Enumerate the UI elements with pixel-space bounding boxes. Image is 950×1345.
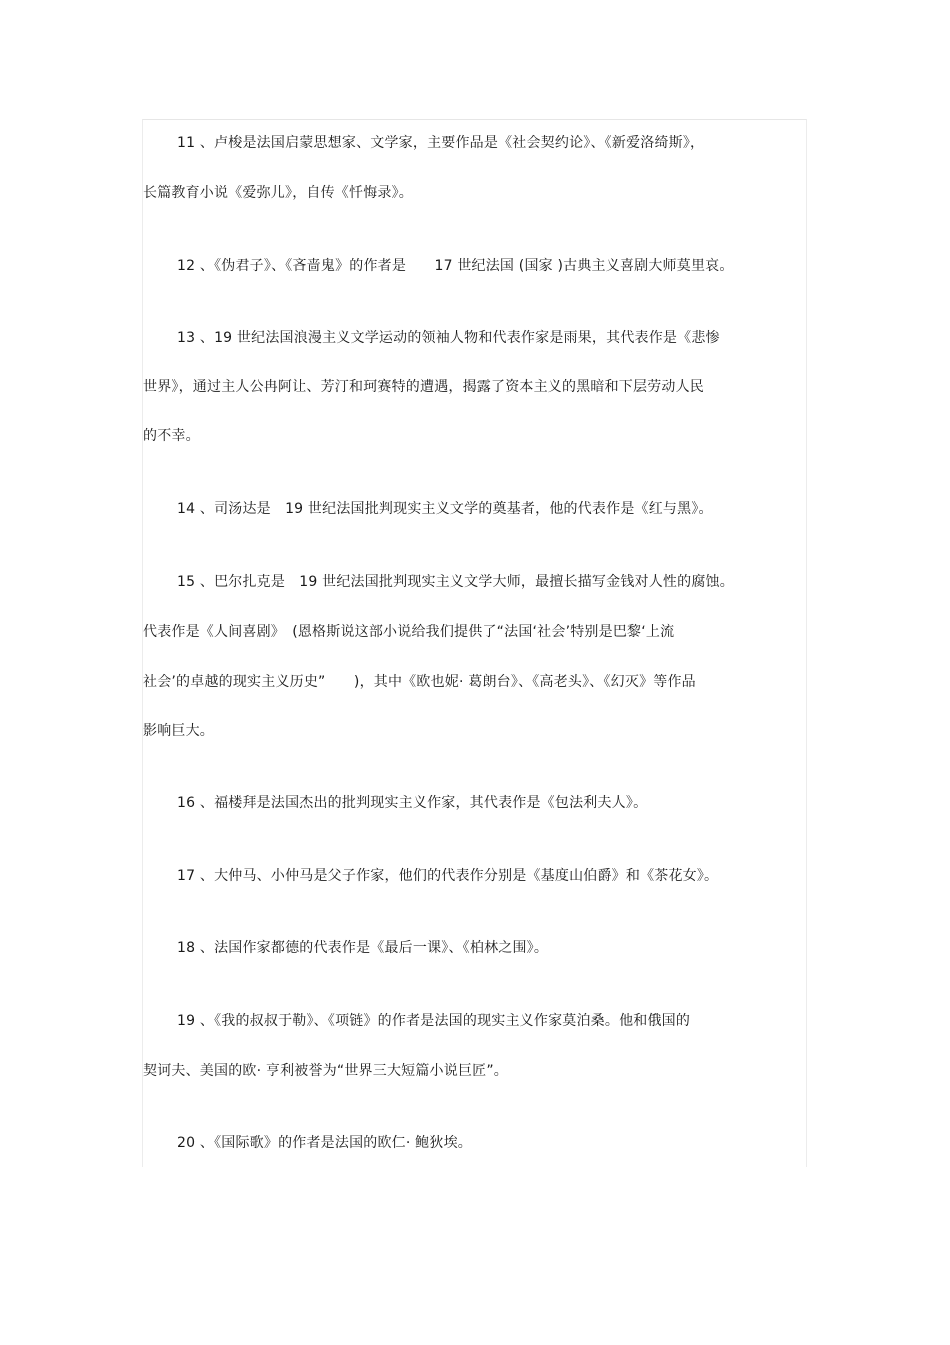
paragraph-14-line-1: 14 、司汤达是 19 世纪法国批判现实主义文学的奠基者，他的代表作是《红与黑》。 (177, 501, 713, 517)
paragraph-18-line-1: 18 、法国作家都德的代表作是《最后一课》、《柏林之围》。 (177, 940, 549, 956)
paragraph-12-line-1: 12 、《伪君子》、《吝啬鬼》的作者是 17 世纪法国 (国家 )古典主义喜剧大师莫里哀。 (177, 258, 734, 274)
paragraph-20-line-1: 20 、《国际歌》的作者是法国的欧仁· 鲍狄埃。 (177, 1135, 472, 1151)
paragraph-11-line-2: 长篇教育小说《爱弥儿》，自传《忏悔录》。 (143, 185, 413, 201)
paragraph-19-line-2: 契诃夫、美国的欧· 亨利被誉为“世界三大短篇小说巨匠”。 (143, 1063, 509, 1079)
paragraph-13-line-2: 世界》，通过主人公冉阿让、芳汀和珂赛特的遭遇，揭露了资本主义的黑暗和下层劳动人民 (143, 379, 704, 395)
paragraph-13-line-3: 的不幸。 (143, 428, 200, 444)
paragraph-15-line-2: 代表作是《人间喜剧》 (恩格斯说这部小说给我们提供了“法国‘社会’特别是巴黎‘上流 (143, 624, 675, 640)
page-frame (142, 119, 807, 1167)
paragraph-19-line-1: 19 、《我的叔叔于勒》、《项链》的作者是法国的现实主义作家莫泊桑。他和俄国的 (177, 1013, 691, 1029)
paragraph-15-line-3: 社会’的卓越的现实主义历史” )，其中《欧也妮· 葛朗台》、《高老头》、《幻灭》等作品 (143, 674, 696, 690)
paragraph-17-line-1: 17 、大仲马、小仲马是父子作家，他们的代表作分别是《基度山伯爵》和《茶花女》。 (177, 868, 719, 884)
paragraph-13-line-1: 13 、19 世纪法国浪漫主义文学运动的领袖人物和代表作家是雨果，其代表作是《悲惨 (177, 330, 720, 346)
paragraph-16-line-1: 16 、福楼拜是法国杰出的批判现实主义作家，其代表作是《包法利夫人》。 (177, 795, 648, 811)
paragraph-11-line-1: 11 、卢梭是法国启蒙思想家、文学家，主要作品是《社会契约论》、《新爱洛绮斯》， (177, 135, 705, 151)
paragraph-15-line-4: 影响巨大。 (143, 723, 214, 739)
paragraph-15-line-1: 15 、巴尔扎克是 19 世纪法国批判现实主义文学大师，最擅长描写金钱对人性的腐蚀。 (177, 574, 734, 590)
